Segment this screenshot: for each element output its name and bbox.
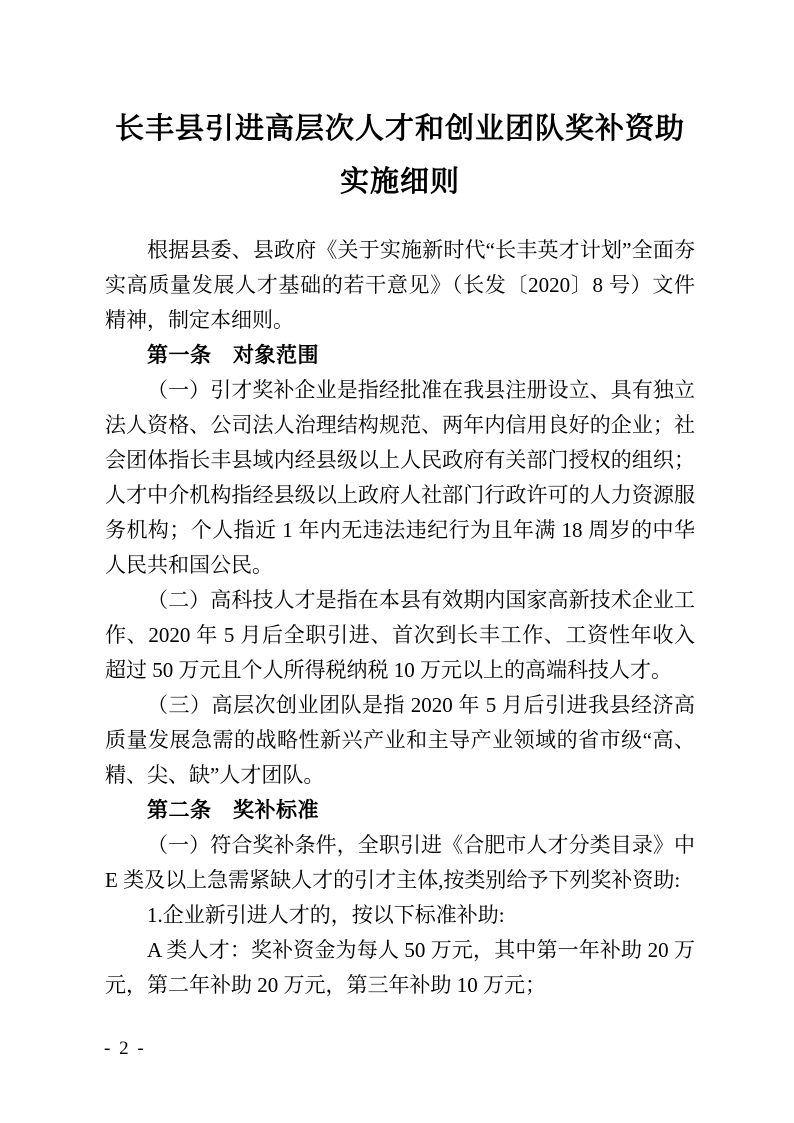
document-title-line2: 实施细则 — [339, 166, 460, 198]
paragraph-article1-item1: （一）引才奖补企业是指经批准在我县注册设立、具有独立法人资格、公司法人治理结构规范、两年内信用良好的企业；社会团体指长丰县域内经县级以上人民政府有关部门授权的组织；人才中介机构指经县级以上政府人社部门行政许可的人力资源服务机构；个人指近 1 年内无违法违纪行为且年满 18 周岁的中华人民共和国公民。 — [105, 378, 695, 577]
paragraph-article1-item2: （二）高科技人才是指在本县有效期内国家高新技术企业工作、2020 年 5 月后全职引进、首次到长丰工作、工资性年收入超过 50 万元且个人所得税纳税 10 万元以上的高端科技人才。 — [105, 588, 695, 682]
paragraph-intro: 根据县委、县政府《关于实施新时代“长丰英才计划”全面夯实高质量发展人才基础的若干意见》（长发〔2020〕8 号）文件精神，制定本细则。 — [105, 238, 695, 332]
paragraph-article2-classA: A 类人才：奖补资金为每人 50 万元，其中第一年补助 20 万元，第二年补助 20 万元，第三年补助 10 万元； — [105, 938, 695, 997]
paragraph-article2-item1: （一）符合奖补条件，全职引进《合肥市人才分类目录》中 E 类及以上急需紧缺人才的引才主体,按类别给予下列奖补资助: — [105, 833, 695, 892]
document-title — [105, 103, 695, 209]
heading-article-2: 第二条 奖补标准 — [147, 799, 319, 822]
paragraph-article2-sub1: 1.企业新引进人才的，按以下标准补助: — [147, 903, 505, 927]
heading-article-1: 第一条 对象范围 — [147, 344, 319, 367]
document-title-line1: 长丰县引进高层次人才和创业团队奖补资助 — [114, 113, 685, 145]
paragraph-article1-item3: （三）高层次创业团队是指 2020 年 5 月后引进我县经济高质量发展急需的战略性新兴产业和主导产业领域的省市级“高、精、尖、缺”人才团队。 — [105, 693, 695, 787]
page-number: - 2 - — [104, 1038, 146, 1059]
document-content — [105, 103, 695, 1003]
document-body — [105, 233, 695, 1003]
